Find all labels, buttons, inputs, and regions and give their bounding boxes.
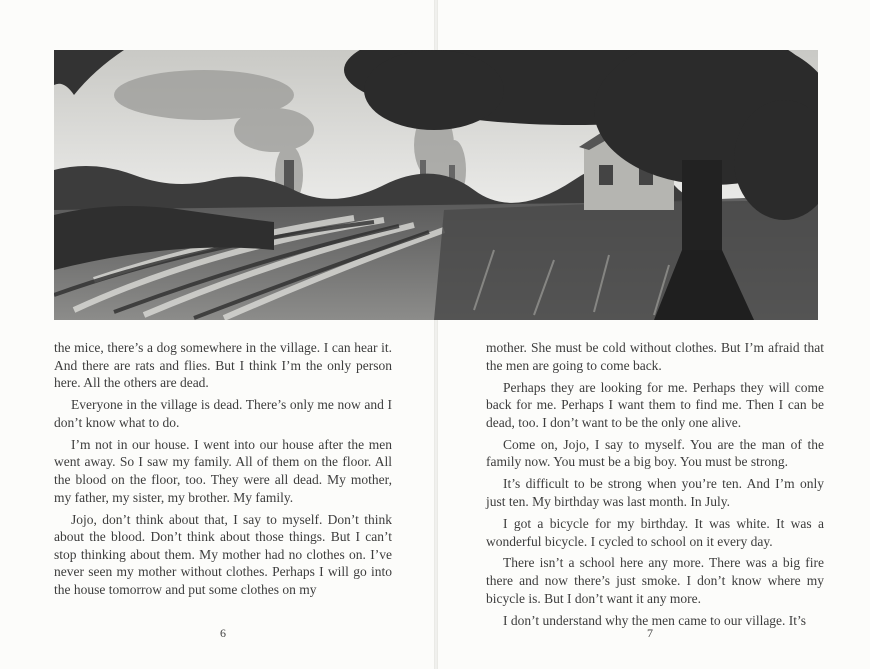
paragraph: the mice, there’s a dog somewhere in the village. I can hear it. And there are rats and flies. But I think I’m the only person here. All the others are dead. [54, 340, 392, 391]
paragraph: It’s difficult to be strong when you’re ten. And I’m only just ten. My birthday was last month. In July. [486, 476, 824, 509]
paragraph: Come on, Jojo, I say to myself. You are the man of the family now. You must be a big boy. You must be strong. [486, 436, 824, 470]
right-page-text [486, 339, 824, 634]
landscape-illustration-icon [54, 50, 818, 320]
paragraph: Everyone in the village is dead. There’s only me now and I don’t know what to do. [54, 397, 392, 430]
paragraph: I got a bicycle for my birthday. It was white. It was a wonderful bicycle. I cycled to school on it every day. [486, 515, 824, 549]
page-number-right: 7 [647, 626, 653, 640]
paragraph: Jojo, don’t think about that, I say to myself. Don’t think about the blood. Don’t think about those things. But I can’t stop thinking about them. My mother had no clothes on. I’ve never seen my mother without clothes. Perhaps I will go into the house tomorrow and put some clothes on my [54, 511, 392, 597]
paragraph: There isn’t a school here any more. There was a big fire there and now there’s just smoke. I don’t know where my bicycle is. But I don’t want it any more. [486, 555, 824, 606]
landscape-illustration [54, 50, 818, 320]
page-number-left: 6 [220, 626, 226, 640]
paragraph: mother. She must be cold without clothes. But I’m afraid that the men are going to come back. [486, 340, 824, 373]
paragraph: I don’t understand why the men came to our village. It’s [503, 612, 807, 628]
paragraph: Perhaps they are looking for me. Perhaps they will come back for me. Perhaps I want them to find me. Then I can be dead, too. I don’t want to be the only one alive. [486, 379, 824, 430]
left-page-text [54, 339, 392, 603]
paragraph: I’m not in our house. I went into our house after the men went away. So I saw my family. All of them on the floor. All the blood on the floor, too. They were all dead. My mother, my father, my sister, my brother. My family. [54, 436, 392, 505]
